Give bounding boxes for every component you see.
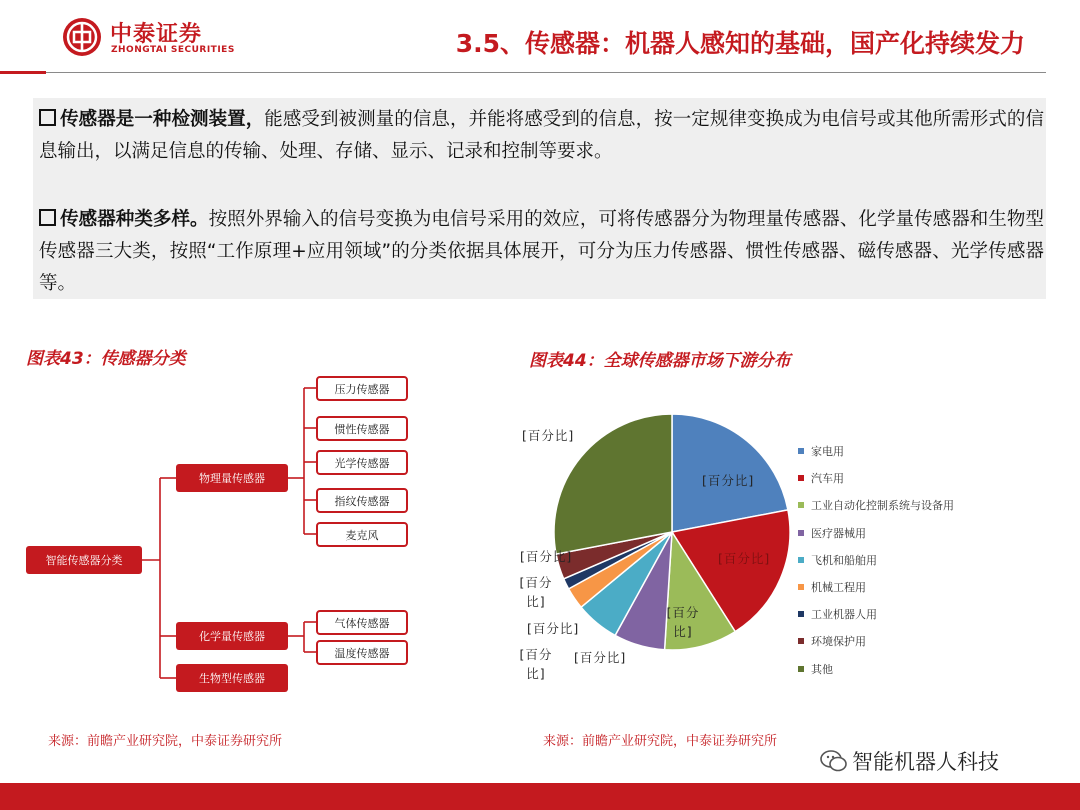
- legend-label: 工业自动化控制系统与设备用: [811, 499, 954, 513]
- legend-swatch: [798, 557, 804, 563]
- paragraph-text: 能感受到被测量的信息，并能将感受到的信息，按一定规律变换成为电信号或其他所需形式的信息输出，以满足信息的传输、处理、存储、显示、记录和控制等要求。: [39, 109, 1044, 162]
- wechat-watermark: [820, 746, 999, 776]
- legend-label: 汽车用: [811, 472, 844, 486]
- legend-label: 飞机和船舶用: [811, 553, 877, 567]
- pie-data-label: [百分比]: [519, 647, 553, 681]
- pie-data-label: [百分比]: [702, 473, 755, 488]
- legend-label: 医疗器械用: [811, 526, 866, 540]
- tree-node-biological: 生物型传感器: [176, 664, 288, 692]
- paragraph-lead: 传感器种类多样。: [60, 209, 209, 230]
- pie-data-label: [百分比]: [519, 575, 553, 609]
- figure-44-source: 来源：前瞻产业研究院，中泰证券研究所: [543, 734, 778, 749]
- bottom-bar: [0, 783, 1080, 810]
- pie-data-label: [百分比]: [520, 549, 573, 564]
- pie-data-label: [百分比]: [522, 428, 575, 443]
- tree-leaf-inertial: 惯性传感器: [316, 416, 408, 441]
- figure-43-title: 图表43：传感器分类: [26, 349, 186, 369]
- pie-data-label: [百分比]: [574, 650, 627, 665]
- legend-swatch: [798, 448, 804, 454]
- legend-label: 工业机器人用: [811, 608, 877, 622]
- figure-43-source: 来源：前瞻产业研究院，中泰证券研究所: [48, 734, 283, 749]
- tree-leaf-gas: 气体传感器: [316, 610, 408, 635]
- legend-label: 机械工程用: [811, 580, 866, 594]
- tree-leaf-fingerprint: 指纹传感器: [316, 488, 408, 513]
- legend-swatch: [798, 584, 804, 590]
- legend-swatch: [798, 502, 804, 508]
- tree-node-chemical: 化学量传感器: [176, 622, 288, 650]
- pie-data-label: [百分比]: [527, 621, 580, 636]
- legend-swatch: [798, 611, 804, 617]
- tree-leaf-temperature: 温度传感器: [316, 640, 408, 665]
- tree-leaf-microphone: 麦克风: [316, 522, 408, 547]
- figure-44-title: 图表44：全球传感器市场下游分布: [529, 351, 791, 371]
- paragraph-text: 按照外界输入的信号变换为电信号采用的效应，可将传感器分为物理量传感器、化学量传感器和生物型传感器三大类，按照“工作原理+应用领域”的分类依据具体展开，可分为压力传感器、惯性传感器、磁传感器、光学传感器等。: [39, 209, 1044, 294]
- tree-node-physical: 物理量传感器: [176, 464, 288, 492]
- watermark-text: 智能机器人科技: [852, 750, 999, 774]
- legend-label: 其他: [811, 662, 833, 676]
- legend-swatch: [798, 638, 804, 644]
- wechat-icon: [820, 749, 848, 773]
- legend-swatch: [798, 475, 804, 481]
- legend-label: 家电用: [811, 445, 844, 458]
- tree-leaf-optical: 光学传感器: [316, 450, 408, 475]
- legend-swatch: [798, 666, 804, 672]
- tree-leaf-pressure: 压力传感器: [316, 376, 408, 401]
- brand-name: 中泰证券: [110, 22, 203, 47]
- paragraph-lead: 传感器是一种检测装置，: [60, 109, 265, 130]
- tree-root-node: 智能传感器分类: [26, 546, 142, 574]
- pie-data-label: [百分比]: [666, 605, 700, 639]
- pie-data-label: [百分比]: [718, 551, 771, 566]
- legend-label: 环境保护用: [811, 635, 866, 649]
- brand-name-en: ZHONGTAI SECURITIES: [111, 45, 235, 55]
- legend-swatch: [798, 530, 804, 536]
- slide-title: 3.5、传感器：机器人感知的基础，国产化持续发力: [455, 29, 1025, 58]
